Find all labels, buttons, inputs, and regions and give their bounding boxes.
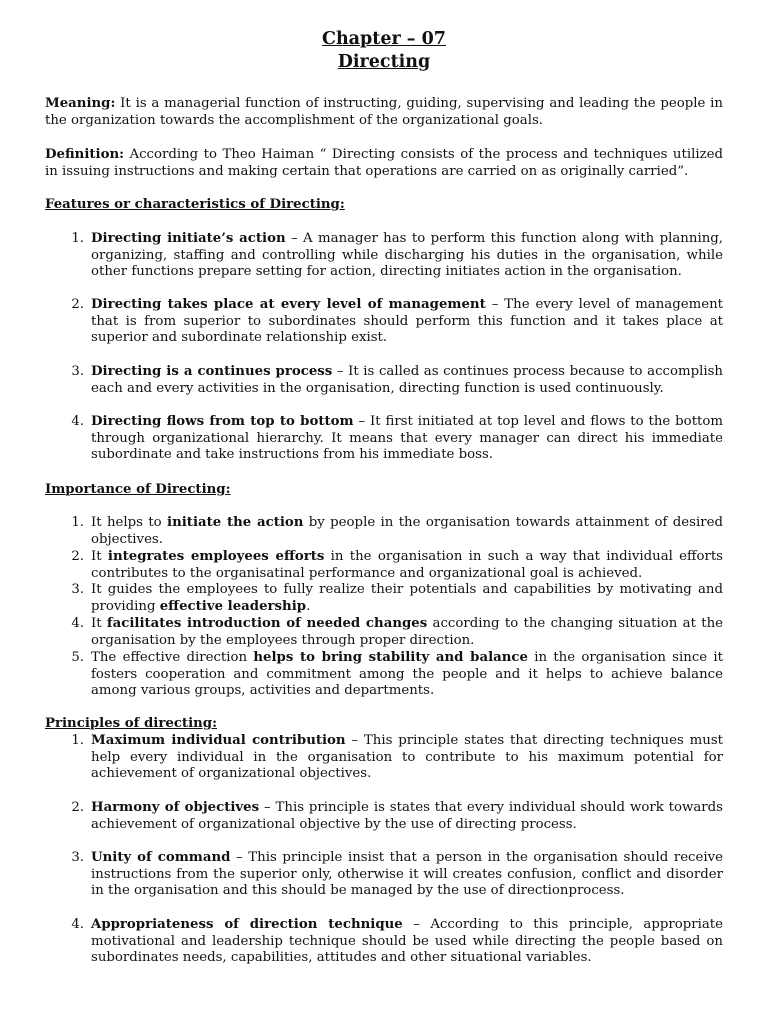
item-text: – It first initiated at top level and flows to the bottom through organizational hierarchy. It means that every manager can direct his immediate subordinate and take instructions from his immediate boss. <box>91 414 723 463</box>
definition-label: Definition: <box>45 147 125 162</box>
definition-text: According to Theo Haiman “ Directing consists of the process and techniques utilized in issuing instructions and making certain that operations are carried on as originally carried”. <box>45 147 723 179</box>
item-text: according to the changing situation at the organisation by the employees through proper direction. <box>91 616 724 648</box>
item-text: It <box>91 549 108 564</box>
item-bold-text: Appropriateness of direction technique <box>91 917 403 932</box>
list-number: 4. <box>71 414 84 429</box>
item-text: in the organisation in such a way that individual efforts contributes to the organisatinal performance and organizational goal is achieved. <box>91 549 724 581</box>
item-bold-text: Unity of command <box>91 850 231 865</box>
list-number: 2. <box>71 549 84 564</box>
item-bold-text: facilitates introduction of needed changes <box>106 616 428 631</box>
item-text: – This principle is states that every individual should work towards achievement of organizational objective by the use of directing process. <box>91 800 723 832</box>
item-text: – The every level of management that is from superior to subordinates should perform this function and it takes place at superior and subordinate relationship exist. <box>91 297 723 346</box>
list-number: 1. <box>71 515 84 530</box>
meaning-text: It is a managerial function of instructing, guiding, supervising and leading the people in the organization towards the accomplishment of the organizational goals. <box>45 96 723 128</box>
list-number: 4. <box>71 616 84 631</box>
item-text: – This principle insist that a person in the organisation should receive instructions from the superior only, otherwise it will creates confusion, conflict and disorder in the organisation and this should be managed by the use of directionprocess. <box>91 850 724 899</box>
item-bold-text: helps to bring stability and balance <box>253 650 528 665</box>
definition-paragraph <box>45 147 723 180</box>
list-number: 3. <box>71 582 84 597</box>
meaning-paragraph <box>45 96 723 129</box>
chapter-title: Directing <box>337 52 431 72</box>
meaning-label: Meaning: <box>45 96 116 111</box>
importance-heading: Importance of Directing: <box>45 482 231 497</box>
item-text: by people in the organisation towards attainment of desired objectives. <box>91 515 723 547</box>
principles-heading: Principles of directing: <box>45 716 217 731</box>
chapter-number: Chapter – 07 <box>322 29 446 49</box>
item-bold-text: Directing flows from top to bottom <box>91 414 354 429</box>
list-number: 2. <box>71 800 84 815</box>
item-text: It guides the employees to fully realize their potentials and capabilities by motivating and providing <box>91 582 723 614</box>
list-number: 4. <box>71 917 84 932</box>
item-bold-text: Directing takes place at every level of management <box>91 297 486 312</box>
list-number: 5. <box>71 650 84 665</box>
item-bold-text: integrates employees efforts <box>107 549 325 564</box>
item-bold-text: Directing is a continues process <box>91 364 333 379</box>
item-bold-text: Harmony of objectives <box>91 800 260 815</box>
list-number: 1. <box>71 733 84 748</box>
item-text: in the organisation since it fosters cooperation and commitment among the people and it helps to achieve balance among various groups, activities and departments. <box>91 650 724 699</box>
item-text: – This principle states that directing techniques must help every individual in the organisation to contribute to his maximum potential for achievement of organizational objectives. <box>91 733 723 782</box>
item-text: – It is called as continues process because to accomplish each and every activities in the organisation, directing function is used continuously. <box>91 364 723 396</box>
list-number: 2. <box>71 297 84 312</box>
item-text: It helps to <box>91 515 168 530</box>
item-bold-text: Directing initiate’s action <box>91 231 286 246</box>
list-number: 3. <box>71 850 84 865</box>
item-text: – According to this principle, appropriate motivational and leadership technique should be used while directing the people based on subordinates needs, capabilities, attitudes and other situational variables. <box>91 917 723 966</box>
item-bold-text: Maximum individual contribution <box>91 733 346 748</box>
item-bold-text: initiate the action <box>167 515 304 530</box>
item-text: It <box>91 616 107 631</box>
list-number: 1. <box>71 231 84 246</box>
item-text: – A manager has to perform this function along with planning, organizing, staffing and controlling while discharging his duties in the organisation, while other functions prepare setting for action, directing initiates action in the organisation. <box>91 231 723 280</box>
item-bold-text: effective leadership <box>159 598 307 614</box>
list-number: 3. <box>71 364 84 379</box>
item-text: . <box>306 598 311 614</box>
features-heading: Features or characteristics of Directing: <box>45 197 345 212</box>
item-text: The effective direction <box>91 650 254 665</box>
